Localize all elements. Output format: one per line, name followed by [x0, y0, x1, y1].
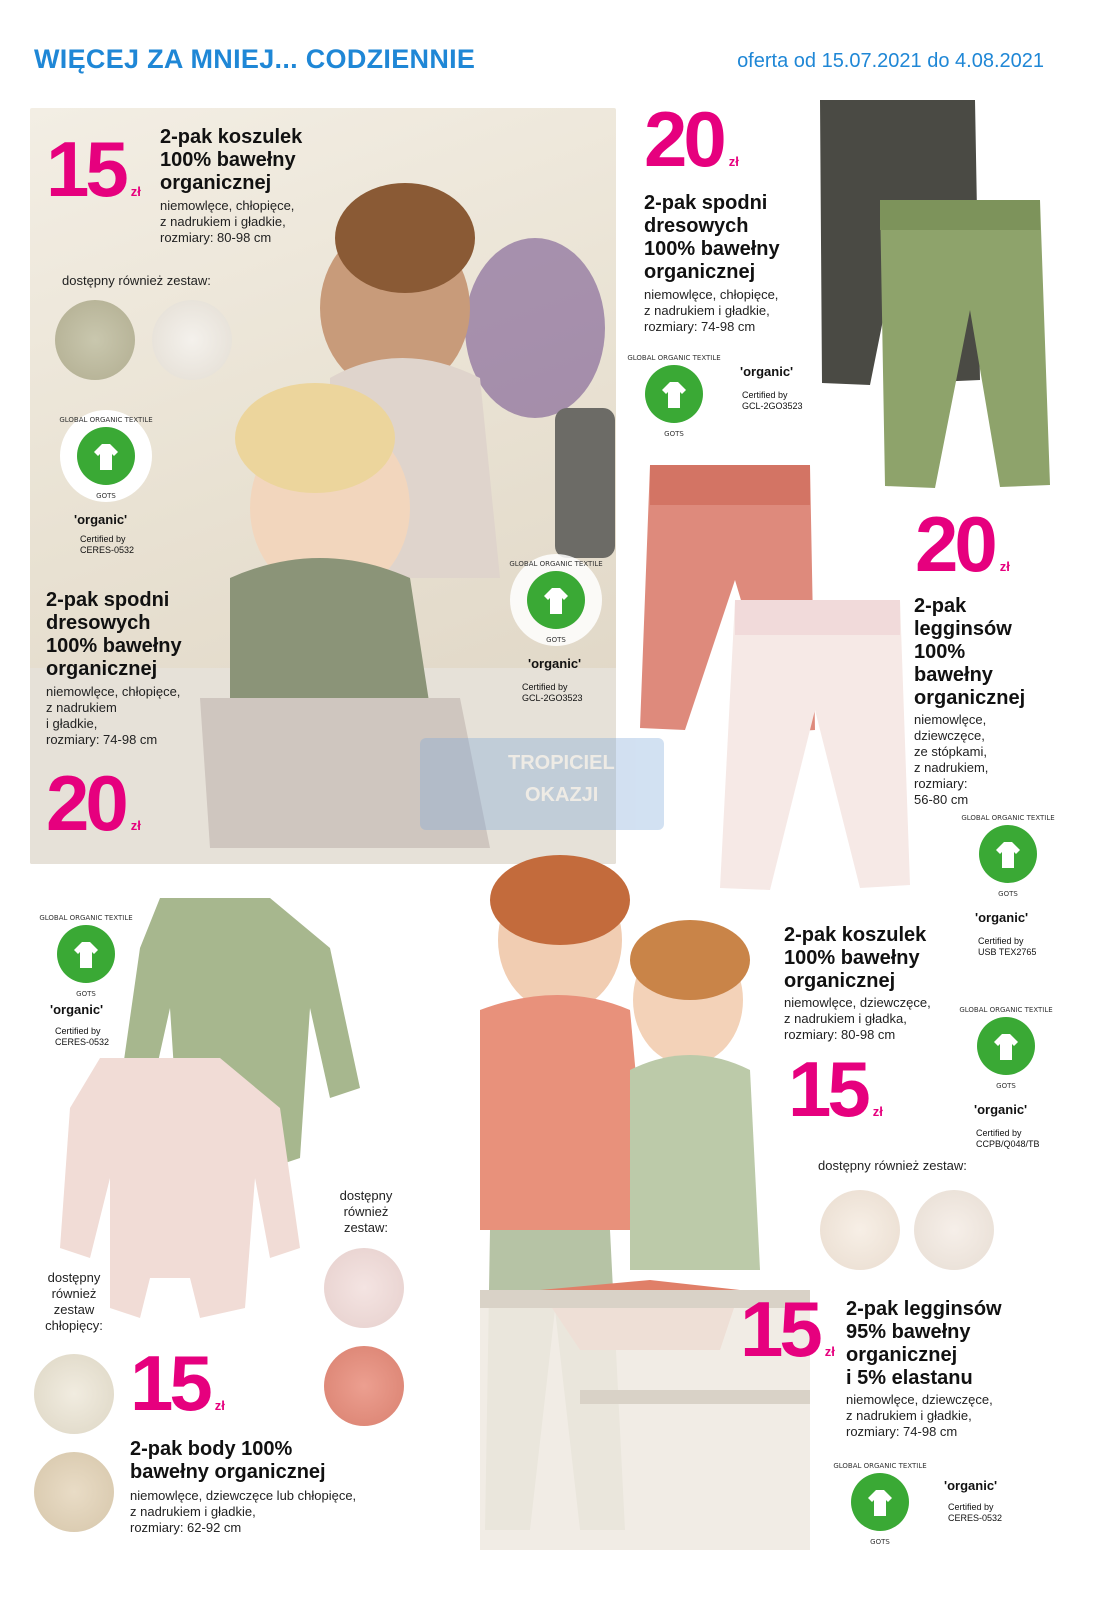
desc-line: niemowlęce,: [914, 712, 987, 727]
title-line: 2-pak koszulek: [784, 924, 927, 946]
offer-dates: oferta od 15.07.2021 do 4.08.2021: [737, 50, 1044, 72]
price-value: 15: [740, 1285, 819, 1373]
cert-line: Certified by: [978, 936, 1024, 946]
price-legginsy-stopki: [915, 500, 1010, 588]
title-line: organicznej: [644, 261, 756, 283]
organic-label: 'organic': [74, 512, 128, 527]
price-value: 20: [915, 500, 994, 588]
certified-by: [742, 390, 803, 412]
desc-line: rozmiary:: [914, 776, 968, 791]
desc-line: niemowlęce, dziewczęce,: [784, 995, 931, 1010]
gots-bottom: GOTS: [546, 636, 566, 644]
product-title: [846, 1298, 1002, 1390]
price-value: 20: [644, 95, 723, 183]
desc-line: z nadrukiem i gładkie,: [160, 214, 286, 229]
title-line: bawełny: [914, 664, 993, 686]
product-title: [160, 126, 302, 195]
swatch-beige-plain: [34, 1452, 114, 1532]
label-line: zestaw: [53, 1302, 95, 1317]
title-line: 100% bawełny: [784, 947, 920, 969]
label-line: dostępny: [339, 1188, 393, 1203]
currency: zł: [728, 154, 739, 169]
title-line: 2-pak: [914, 595, 967, 617]
also-available-boys-label: [36, 1270, 112, 1334]
gots-ring-text: GLOBAL ORGANIC TEXTILE: [959, 1006, 1053, 1014]
cert-line: Certified by: [976, 1128, 1022, 1138]
title-line: 95% bawełny: [846, 1321, 971, 1343]
desc-line: 56-80 cm: [914, 792, 969, 807]
swatch-white-floral: [914, 1190, 994, 1270]
price-koszulki-chlopiece: [46, 125, 141, 213]
title-line: 100% bawełny: [46, 635, 182, 657]
swatch-cream-giraffe: [820, 1190, 900, 1270]
title-line: 100% bawełny: [160, 149, 296, 171]
cert-code: GCL-2GO3523: [522, 693, 583, 703]
price-value: 15: [788, 1045, 867, 1133]
title-line: organicznej: [46, 658, 158, 680]
title-line: bawełny organicznej: [130, 1461, 326, 1483]
organic-label: 'organic': [50, 1002, 104, 1017]
gots-bottom: GOTS: [996, 1082, 1016, 1090]
currency: zł: [214, 1398, 225, 1413]
cert-code: USB TEX2765: [978, 947, 1037, 957]
price-legginsy-elastan: [740, 1285, 835, 1373]
desc-line: z nadrukiem i gładkie,: [130, 1504, 256, 1519]
watermark-line: OKAZJI: [525, 784, 599, 806]
gots-logo: [38, 906, 134, 1002]
gots-ring-text: GLOBAL ORGANIC TEXTILE: [39, 914, 133, 922]
organic-label: 'organic': [975, 910, 1029, 925]
certified-by: [522, 682, 583, 704]
product-title: [784, 924, 926, 993]
desc-line: z nadrukiem,: [914, 760, 989, 775]
cert-line: Certified by: [80, 534, 126, 544]
also-available-label: dostępny również zestaw:: [62, 273, 211, 288]
gots-bottom: GOTS: [664, 430, 684, 438]
watermark: [420, 738, 664, 830]
title-line: 2-pak spodni: [644, 192, 768, 214]
title-line: dresowych: [46, 612, 151, 634]
title-line: 2-pak legginsów: [846, 1298, 1002, 1320]
cert-code: GCL-2GO3523: [742, 401, 803, 411]
page-title: WIĘCEJ ZA MNIEJ... CODZIENNIE: [34, 44, 476, 74]
gots-ring-text: GLOBAL ORGANIC TEXTILE: [59, 416, 153, 424]
gots-logo: [58, 408, 154, 504]
gots-ring-text: GLOBAL ORGANIC TEXTILE: [833, 1462, 927, 1470]
certified-by: [80, 534, 134, 556]
certified-by: [948, 1502, 1002, 1524]
desc-line: niemowlęce, chłopięce,: [160, 198, 295, 213]
title-line: 2-pak spodni: [46, 589, 170, 611]
desc-line: niemowlęce, dziewczęce,: [846, 1392, 993, 1407]
title-line: organicznej: [914, 687, 1026, 709]
certified-by: [976, 1128, 1040, 1150]
title-line: i 5% elastanu: [846, 1367, 973, 1389]
girls-photo: [410, 830, 810, 1594]
product-desc: [846, 1392, 993, 1440]
product-desc: [130, 1488, 356, 1536]
pants-photo-grey-green: [810, 100, 1060, 490]
gots-logo: [832, 1454, 928, 1550]
price-value: 20: [46, 759, 125, 847]
certified-by: [978, 936, 1036, 958]
desc-line: z nadrukiem i gładka,: [784, 1011, 907, 1026]
cert-line: Certified by: [742, 390, 788, 400]
currency: zł: [999, 559, 1010, 574]
desc-line: niemowlęce, chłopięce,: [46, 684, 181, 699]
cert-code: CERES-0532: [80, 545, 135, 555]
desc-line: rozmiary: 74-98 cm: [644, 319, 756, 334]
organic-label: 'organic': [528, 656, 582, 671]
title-line: organicznej: [784, 970, 896, 992]
gots-ring-text: GLOBAL ORGANIC TEXTILE: [961, 814, 1055, 822]
desc-line: z nadrukiem i gładkie,: [644, 303, 770, 318]
desc-line: rozmiary: 80-98 cm: [160, 230, 272, 245]
product-title: [130, 1438, 326, 1484]
label-line: chłopięcy:: [45, 1318, 103, 1333]
cert-line: Certified by: [948, 1502, 994, 1512]
gots-bottom: GOTS: [998, 890, 1018, 898]
product-desc: [160, 198, 294, 246]
gots-bottom: GOTS: [96, 492, 116, 500]
currency: zł: [824, 1344, 835, 1359]
price-value: 15: [130, 1339, 209, 1427]
desc-line: ze stópkami,: [914, 744, 987, 759]
gots-bottom: GOTS: [76, 990, 96, 998]
swatch-white-plain: [152, 300, 232, 380]
desc-line: rozmiary: 74-98 cm: [46, 732, 158, 747]
desc-line: z nadrukiem i gładkie,: [846, 1408, 972, 1423]
watermark-line: TROPICIEL: [508, 752, 615, 774]
product-desc: [46, 684, 180, 748]
cert-code: CERES-0532: [55, 1037, 110, 1047]
swatch-green-print: [55, 300, 135, 380]
title-line: dresowych: [644, 215, 749, 237]
product-desc: [914, 712, 988, 808]
product-desc: [784, 995, 931, 1043]
organic-label: 'organic': [944, 1478, 998, 1493]
desc-line: dziewczęce,: [914, 728, 985, 743]
product-title: [644, 192, 780, 284]
currency: zł: [872, 1104, 883, 1119]
swatch-cream-print: [34, 1354, 114, 1434]
product-desc: [644, 287, 778, 335]
desc-line: niemowlęce, chłopięce,: [644, 287, 779, 302]
desc-line: rozmiary: 62-92 cm: [130, 1520, 242, 1535]
cert-code: CCPB/Q048/TB: [976, 1139, 1040, 1149]
label-line: dostępny: [47, 1270, 101, 1285]
currency: zł: [130, 184, 141, 199]
desc-line: i gładkie,: [46, 716, 98, 731]
price-spodnie-left: [46, 759, 141, 847]
desc-line: rozmiary: 74-98 cm: [846, 1424, 958, 1439]
also-available-stacked-label: [326, 1188, 406, 1236]
desc-line: niemowlęce, dziewczęce lub chłopięce,: [130, 1488, 357, 1503]
gots-logo: [958, 998, 1054, 1094]
swatch-pink-floral: [324, 1248, 404, 1328]
organic-label: 'organic': [974, 1102, 1028, 1117]
cert-line: Certified by: [55, 1026, 101, 1036]
gots-logo: [508, 552, 604, 648]
title-line: 2-pak koszulek: [160, 126, 303, 148]
price-body: [130, 1339, 225, 1427]
desc-line: rozmiary: 80-98 cm: [784, 1027, 896, 1042]
cert-code: CERES-0532: [948, 1513, 1003, 1523]
label-line: zestaw:: [343, 1220, 389, 1235]
desc-line: z nadrukiem: [46, 700, 117, 715]
swatch-coral-print: [324, 1346, 404, 1426]
title-line: 100% bawełny: [644, 238, 780, 260]
product-title: [914, 595, 1025, 710]
gots-logo: [960, 806, 1056, 902]
label-line: również: [51, 1286, 97, 1301]
price-koszulki-dziewczece: [788, 1045, 883, 1133]
leggings-photo-pink: [630, 460, 920, 890]
gots-ring-text: GLOBAL ORGANIC TEXTILE: [509, 560, 603, 568]
price-value: 15: [46, 125, 125, 213]
title-line: organicznej: [160, 172, 272, 194]
title-line: 2-pak body 100%: [130, 1438, 293, 1460]
gots-logo: [626, 346, 722, 442]
cert-line: Certified by: [522, 682, 568, 692]
currency: zł: [130, 818, 141, 833]
organic-label: 'organic': [740, 364, 794, 379]
title-line: legginsów: [914, 618, 1012, 640]
price-spodnie-right: [644, 95, 739, 183]
title-line: 100%: [914, 641, 966, 663]
product-title: [46, 589, 182, 681]
title-line: organicznej: [846, 1344, 958, 1366]
gots-ring-text: GLOBAL ORGANIC TEXTILE: [627, 354, 721, 362]
certified-by: [55, 1026, 109, 1048]
label-line: również: [343, 1204, 389, 1219]
also-available-label: dostępny również zestaw:: [818, 1158, 967, 1173]
gots-bottom: GOTS: [870, 1538, 890, 1546]
